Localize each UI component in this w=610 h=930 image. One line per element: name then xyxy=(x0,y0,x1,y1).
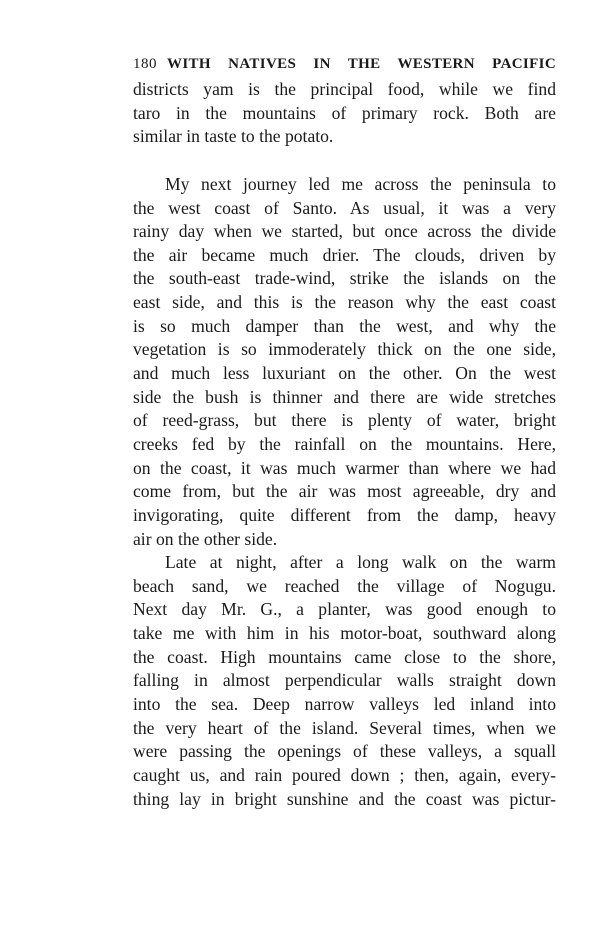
text-line: and much less luxuriant on the other. On the west xyxy=(133,363,556,384)
text-line: taro in the mountains of primary rock. Both are xyxy=(133,102,556,123)
text-line: Late at night, after a long walk on the warm xyxy=(165,552,556,573)
text-line: air on the other side. xyxy=(133,528,278,549)
book-page xyxy=(133,50,556,811)
text-line: take me with him in his motor-boat, southward along xyxy=(133,623,556,644)
text-line: side the bush is thinner and there are wide stretches xyxy=(133,386,556,407)
text-line: invigorating, quite different from the damp, heavy xyxy=(133,504,556,525)
paragraph xyxy=(133,78,556,149)
text-line: Next day Mr. G., a planter, was good enough to xyxy=(133,599,556,620)
text-line: east side, and this is the reason why the east coast xyxy=(133,292,556,313)
text-line: districts yam is the principal food, while we find xyxy=(133,79,556,99)
text-line: come from, but the air was most agreeable, dry and xyxy=(133,481,556,502)
text-line: the west coast of Santo. As usual, it was a very xyxy=(133,197,556,218)
paragraph xyxy=(133,551,556,811)
body-text xyxy=(133,78,556,811)
text-line: creeks fed by the rainfall on the mountains. Here, xyxy=(133,433,556,454)
text-line: the very heart of the island. Several times, when we xyxy=(133,717,556,738)
text-line: of reed-grass, but there is plenty of water, bright xyxy=(133,410,556,431)
running-head xyxy=(133,50,556,78)
text-line: the south-east trade-wind, strike the islands on the xyxy=(133,268,556,289)
text-line: falling in almost perpendicular walls straight down xyxy=(133,670,556,691)
text-line: the coast. High mountains came close to the shore, xyxy=(133,646,556,667)
page-number: 180 xyxy=(133,56,157,72)
paragraph-gap xyxy=(133,149,556,173)
text-line: similar in taste to the potato. xyxy=(133,126,334,147)
text-line: vegetation is so immoderately thick on the one side, xyxy=(133,339,556,360)
text-line: My next journey led me across the peninsula to xyxy=(165,173,556,194)
text-line: on the coast, it was much warmer than where we had xyxy=(133,457,556,478)
text-line: beach sand, we reached the village of Nogugu. xyxy=(133,575,556,596)
text-line: thing lay in bright sunshine and the coast was pictur- xyxy=(133,788,556,809)
text-line: into the sea. Deep narrow valleys led inland into xyxy=(133,694,556,715)
paragraph xyxy=(133,173,556,551)
text-line: the air became much drier. The clouds, driven by xyxy=(133,244,556,265)
text-line: rainy day when we started, but once across the divide xyxy=(133,221,556,242)
running-title: WITH NATIVES IN THE WESTERN PACIFIC xyxy=(167,56,556,72)
text-line: is so much damper than the west, and why the xyxy=(133,315,556,336)
text-line: caught us, and rain poured down ; then, again, every- xyxy=(133,764,556,785)
text-line: were passing the openings of these valleys, a squall xyxy=(133,741,556,762)
